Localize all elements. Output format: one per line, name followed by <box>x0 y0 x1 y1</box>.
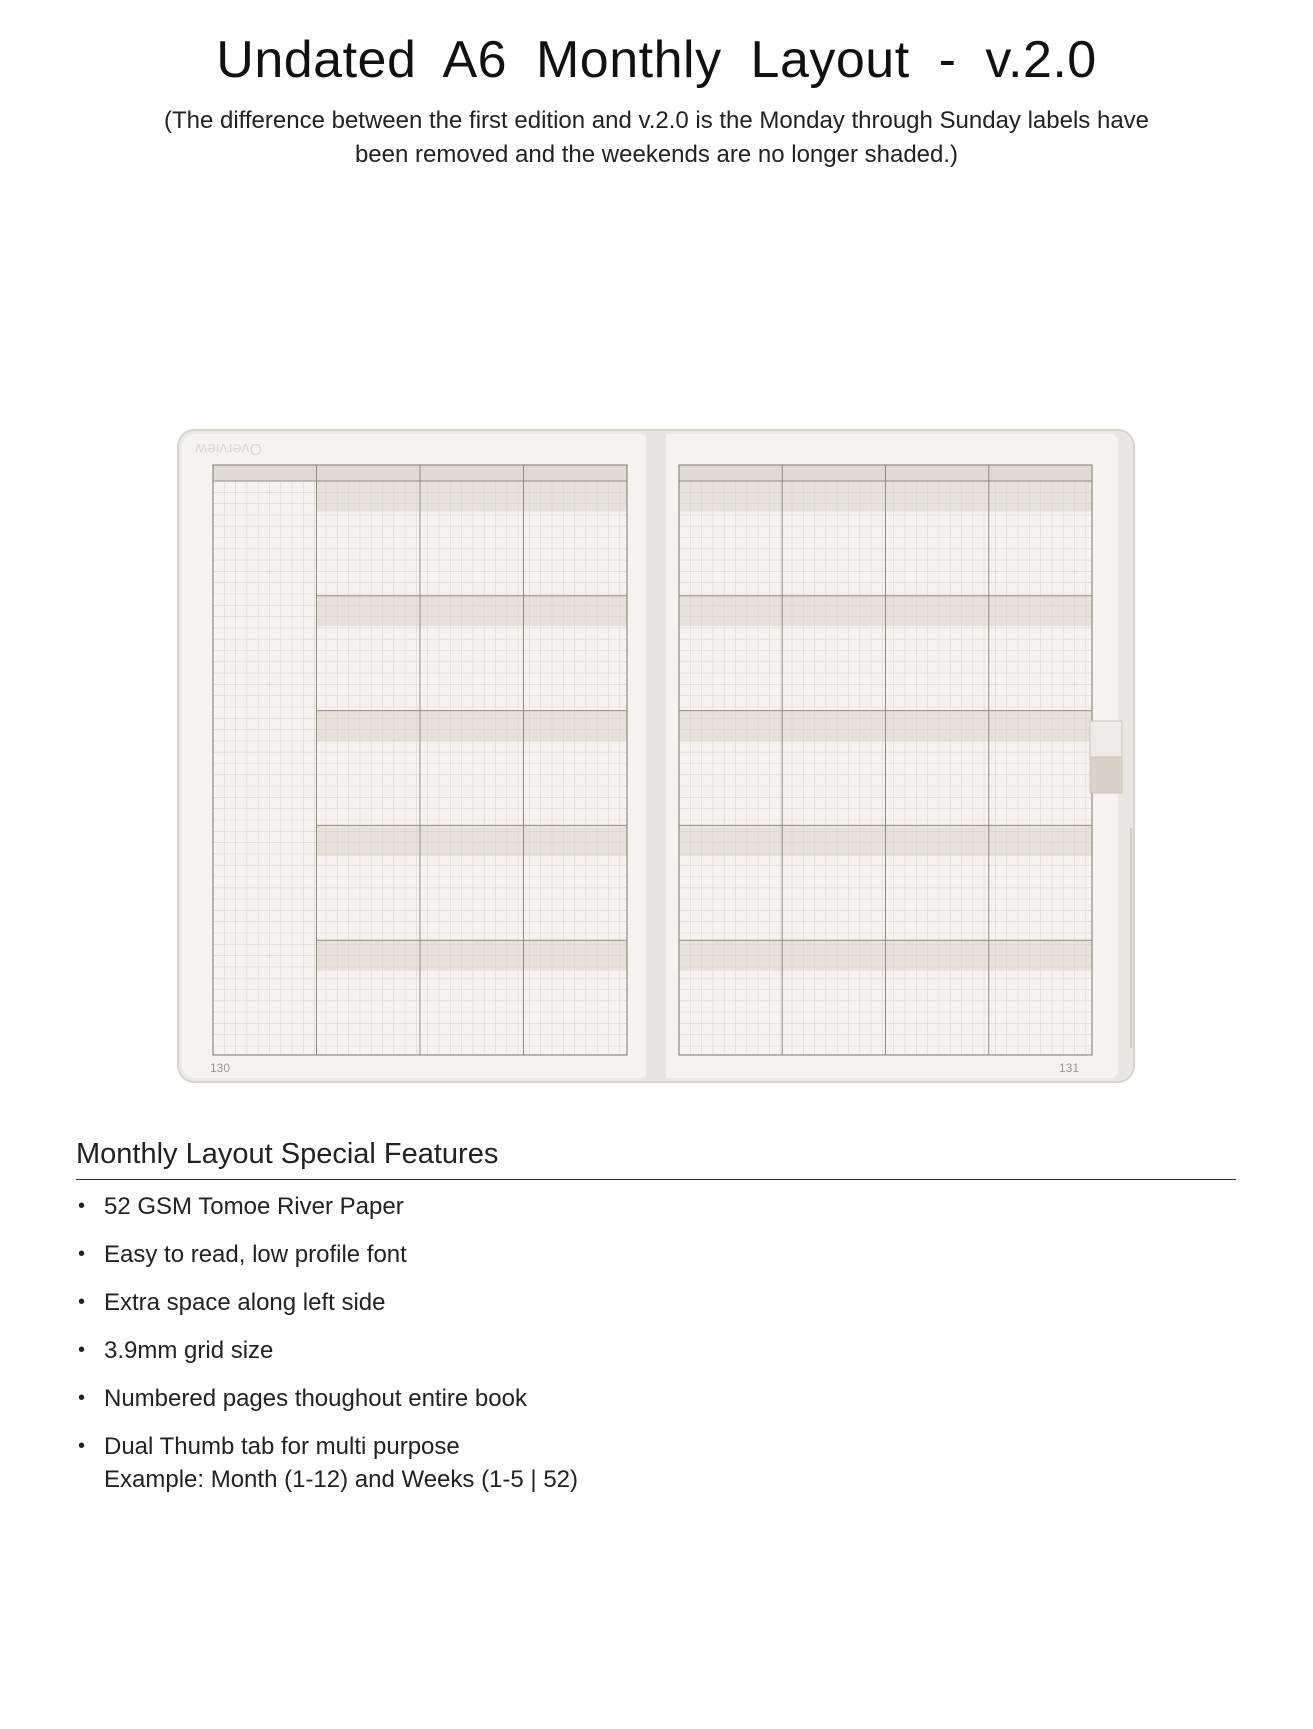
right-page-number: 131 <box>1058 1061 1079 1075</box>
page-subtitle <box>120 104 1193 172</box>
feature-item <box>76 1190 1236 1223</box>
feature-text: • 52 GSM Tomoe River Paper <box>104 1193 404 1220</box>
features-list <box>76 1190 1236 1511</box>
week-shade-band <box>317 825 628 856</box>
feature-text: • Dual Thumb tab for multi purpose <box>104 1433 460 1460</box>
right-page <box>660 434 1118 1078</box>
feature-item <box>76 1238 1236 1271</box>
thumb-tab-upper <box>1090 721 1122 757</box>
feature-item <box>76 1382 1236 1415</box>
left-page <box>182 434 652 1078</box>
left-page-number: 130 <box>210 1061 231 1075</box>
feature-text: • Extra space along left side <box>104 1289 386 1316</box>
feature-text: • Easy to read, low profile font <box>104 1241 407 1268</box>
features-heading: Monthly Layout Special Features <box>76 1138 1236 1180</box>
planner-spread-illustration <box>176 428 1136 1084</box>
feature-text: • Numbered pages thoughout entire book <box>104 1385 527 1412</box>
feature-text: Example: Month (1-12) and Weeks (1-5 | 52) <box>104 1466 578 1493</box>
feature-item <box>76 1334 1236 1367</box>
subtitle-line-1: (The difference between the first edition and v.2.0 is the Monday through Sunday labels have <box>163 107 1150 134</box>
week-shade-band <box>317 711 628 742</box>
week-shade-band <box>317 481 628 512</box>
feature-item <box>76 1286 1236 1319</box>
left-page-label: Overview <box>195 440 262 457</box>
thumb-tab-lower <box>1090 757 1122 793</box>
feature-text: • 3.9mm grid size <box>104 1337 274 1364</box>
feature-item <box>76 1430 1236 1496</box>
planner-spread-image <box>176 428 1136 1084</box>
book-spine-gutter <box>646 432 666 1080</box>
week-shade-band <box>317 596 628 627</box>
page-title: Undated A6 Monthly Layout - v.2.0 <box>216 31 1097 89</box>
subtitle-line-2: been removed and the weekends are no longer shaded.) <box>354 141 959 168</box>
